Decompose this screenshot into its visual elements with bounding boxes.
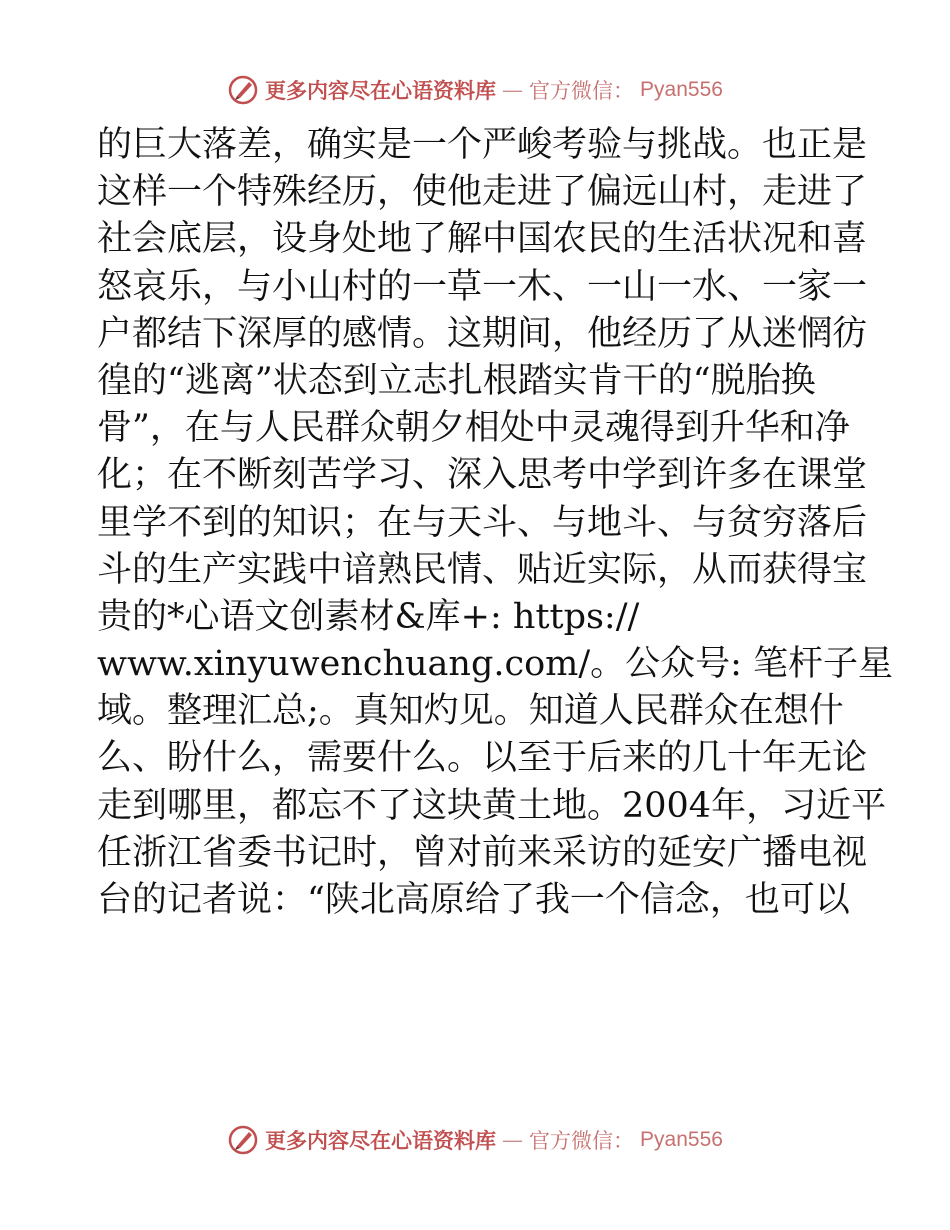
footer-watermark xyxy=(0,1120,950,1160)
watermark-main-text: 更多内容尽在心语资料库 xyxy=(265,78,497,103)
watermark-wechat-id: Pyan556 xyxy=(640,1128,723,1151)
body-line: 徨的“逃离”状态到立志扎根踏实肯干的“脱胎换 xyxy=(97,360,816,401)
watermark-separator: — xyxy=(502,78,524,102)
watermark-sub-text: 官方微信： xyxy=(529,79,635,103)
body-line: 社会底层，设身处地了解中国农民的生活状况和喜 xyxy=(97,219,868,260)
body-line: 骨”，在与人民群众朝夕相处中灵魂得到升华和净 xyxy=(97,408,850,449)
document-body xyxy=(97,122,894,924)
pen-logo-icon xyxy=(227,1124,259,1156)
body-line: 贵的*心语文创素材&库+: https:// xyxy=(97,596,640,637)
header-watermark-inner xyxy=(227,74,723,106)
body-line: 斗的生产实践中谙熟民情、贴近实际，从而获得宝 xyxy=(97,549,868,590)
watermark-main-text: 更多内容尽在心语资料库 xyxy=(265,1128,497,1153)
body-line: www.xinyuwenchuang.com/。公众号: 笔杆子星 xyxy=(97,644,894,685)
footer-watermark-inner xyxy=(227,1124,723,1156)
body-line: 户都结下深厚的感情。这期间，他经历了从迷惘彷 xyxy=(97,313,868,354)
body-line: 么、盼什么，需要什么。以至于后来的几十年无论 xyxy=(97,738,868,779)
body-line: 化；在不断刻苦学习、深入思考中学到许多在课堂 xyxy=(97,455,868,496)
body-line: 怒哀乐，与小山村的一草一木、一山一水、一家一 xyxy=(97,266,868,307)
pen-logo-icon xyxy=(227,74,259,106)
watermark-wechat-id: Pyan556 xyxy=(640,78,723,101)
body-line: 台的记者说：“陕北高原给了我一个信念，也可以 xyxy=(97,880,850,920)
body-line: 里学不到的知识；在与天斗、与地斗、与贫穷落后 xyxy=(97,502,868,543)
body-line: 走到哪里，都忘不了这块黄土地。2004年，习近平 xyxy=(97,785,887,826)
body-line: 任浙江省委书记时，曾对前来采访的延安广播电视 xyxy=(97,832,868,873)
watermark-separator: — xyxy=(502,1128,524,1152)
body-line: 域。整理汇总;。真知灼见。知道人民群众在想什 xyxy=(97,691,844,732)
header-watermark xyxy=(0,70,950,110)
body-line: 这样一个特殊经历，使他走进了偏远山村，走进了 xyxy=(97,172,868,213)
body-line: 的巨大落差，确实是一个严峻考验与挑战。也正是 xyxy=(97,125,868,165)
watermark-sub-text: 官方微信： xyxy=(529,1129,635,1153)
